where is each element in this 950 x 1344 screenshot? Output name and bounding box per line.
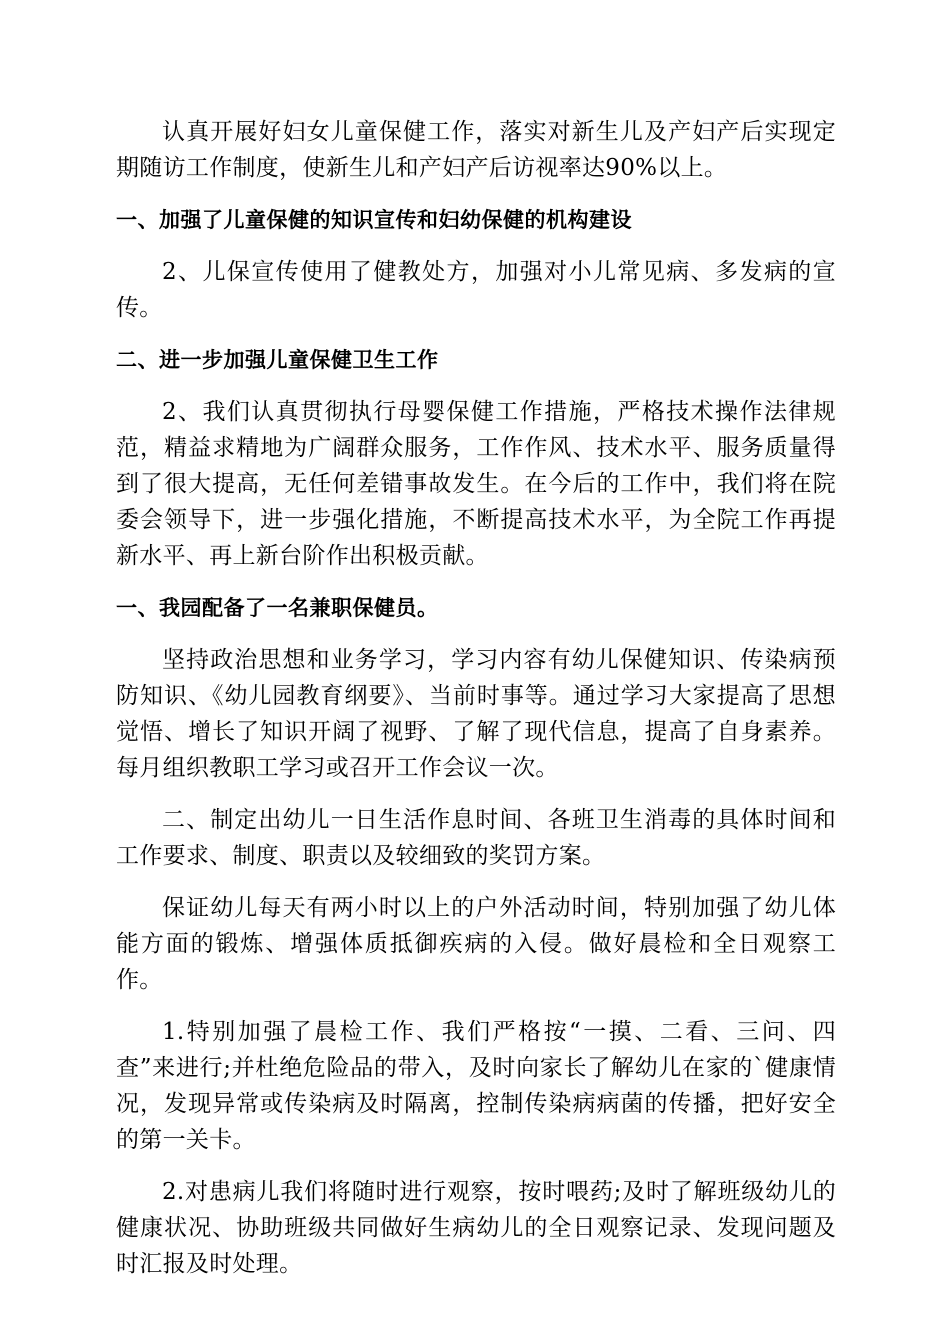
document-body: [116, 114, 836, 1298]
paragraph: 2.对患病儿我们将随时进行观察，按时喂药;及时了解班级幼儿的健康状况、协助班级共同做好生病幼儿的全日观察记录、发现问题及时汇报及时处理。: [116, 1179, 836, 1277]
paragraph-intro: 认真开展好妇女儿童保健工作，落实对新生儿及产妇产后实现定期随访工作制度，使新生儿和产妇产后访视率达90%以上。: [116, 119, 836, 181]
paragraph: 2、我们认真贯彻执行母婴保健工作措施，严格技术操作法律规范，精益求精地为广阔群众服务，工作作风、技术水平、服务质量得到了很大提高，无任何差错事故发生。在今后的工作中，我们将在院委会领导下，进一步强化措施，不断提高技术水平，为全院工作再提新水平、再上新台阶作出积极贡献。: [116, 399, 836, 569]
paragraph: 2、儿保宣传使用了健教处方，加强对小儿常见病、多发病的宣传。: [116, 259, 836, 321]
paragraph: 保证幼儿每天有两小时以上的户外活动时间，特别加强了幼儿体能方面的锻炼、增强体质抵御疾病的入侵。做好晨检和全日观察工作。: [116, 895, 836, 993]
section-heading: 一、我园配备了一名兼职保健员。: [116, 596, 439, 620]
section-heading: 二、进一步加强儿童保健卫生工作: [116, 348, 439, 372]
paragraph: 坚持政治思想和业务学习，学习内容有幼儿保健知识、传染病预防知识、《幼儿园教育纲要》、当前时事等。通过学习大家提高了思想觉悟、增长了知识开阔了视野、了解了现代信息，提高了自身素养。每月组织教职工学习或召开工作会议一次。: [116, 647, 836, 781]
section-heading: 一、加强了儿童保健的知识宣传和妇幼保健的机构建设: [116, 208, 632, 232]
paragraph: 1.特别加强了晨检工作、我们严格按“一摸、二看、三问、四查”来进行;并杜绝危险品的带入，及时向家长了解幼儿在家的`健康情况，发现异常或传染病及时隔离，控制传染病病菌的传播，把好安全的第一关卡。: [116, 1019, 836, 1153]
paragraph: 二、制定出幼儿一日生活作息时间、各班卫生消毒的具体时间和工作要求、制度、职责以及较细致的奖罚方案。: [116, 807, 836, 869]
